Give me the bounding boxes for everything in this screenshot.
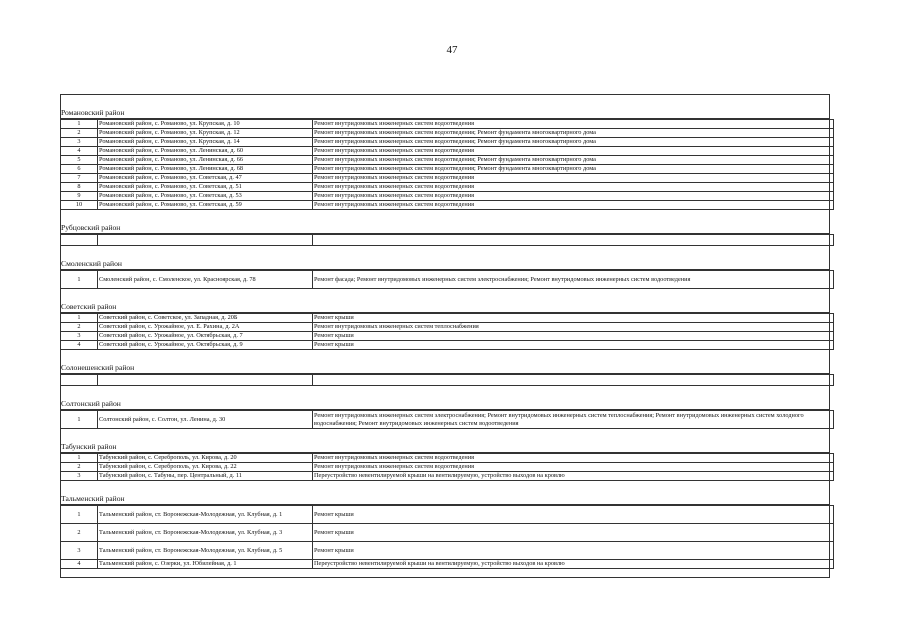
address-cell: Советский район, с. Советское, ул. Западная, д. 20Б <box>98 314 313 323</box>
repair-work-cell: Переустройство невентилируемой крыши на вентилируемую, устройство выходов на кровлю <box>313 472 834 481</box>
repair-work-cell: Ремонт крыши <box>313 341 834 350</box>
repair-work-cell: Ремонт внутридомовых инженерных систем водоотведения <box>313 147 834 156</box>
section-spacer <box>60 429 830 442</box>
section-spacer <box>60 350 830 363</box>
table-row <box>61 156 834 165</box>
table-row <box>61 472 834 481</box>
address-cell: Советский район, с. Урожайное, ул. Е. Рахина, д. 2А <box>98 323 313 332</box>
repair-work-cell: Ремонт крыши <box>313 314 834 323</box>
district-table <box>60 270 834 289</box>
district-table <box>60 234 834 246</box>
repair-work-cell: Ремонт внутридомовых инженерных систем водоотведения; Ремонт фундамента многоквартирного дома <box>313 129 834 138</box>
empty-cell <box>61 235 98 246</box>
address-cell: Тальменский район, ст. Воронежская-Молодежная, ул. Клубная, д. 5 <box>98 542 313 560</box>
table-row <box>61 129 834 138</box>
district-title: Солонешенский район <box>60 363 830 374</box>
row-number-cell: 8 <box>61 183 98 192</box>
address-cell: Романовский район, с. Романово, ул. Советская, д. 59 <box>98 201 313 210</box>
row-number-cell: 4 <box>61 560 98 569</box>
section-spacer <box>60 386 830 399</box>
row-number-cell: 1 <box>61 411 98 429</box>
section-spacer <box>60 210 830 223</box>
repair-work-cell: Ремонт внутридомовых инженерных систем электроснабжения; Ремонт внутридомовых инженерных систем теплоснабжения; Ремонт внутридомовых инженерных систем холодного водоснабжения; Ремонт внутридомовых инженерных систем водоотведения <box>313 411 834 429</box>
district-table <box>60 453 834 481</box>
repair-work-cell: Ремонт внутридомовых инженерных систем водоотведения <box>313 192 834 201</box>
table-row <box>61 506 834 524</box>
row-number-cell: 6 <box>61 165 98 174</box>
address-cell: Романовский район, с. Романово, ул. Крупская, д. 14 <box>98 138 313 147</box>
district-repair-list <box>60 108 830 569</box>
row-number-cell: 9 <box>61 192 98 201</box>
repair-work-cell: Ремонт фасада; Ремонт внутридомовых инженерных систем электроснабжения; Ремонт внутридомовых инженерных систем водоотведения <box>313 271 834 289</box>
table-row <box>61 524 834 542</box>
table-row <box>61 411 834 429</box>
address-cell: Тальменский район, ст. Воронежская-Молодежная, ул. Клубная, д. 3 <box>98 524 313 542</box>
row-number-cell: 2 <box>61 129 98 138</box>
table-row <box>61 332 834 341</box>
address-cell: Советский район, с. Урожайное, ул. Октябрьская, д. 9 <box>98 341 313 350</box>
repair-work-cell: Ремонт крыши <box>313 332 834 341</box>
empty-table-row <box>61 235 834 246</box>
address-cell: Романовский район, с. Романово, ул. Советская, д. 53 <box>98 192 313 201</box>
row-number-cell: 2 <box>61 524 98 542</box>
table-row <box>61 323 834 332</box>
address-cell: Романовский район, с. Романово, ул. Советская, д. 51 <box>98 183 313 192</box>
table-row <box>61 463 834 472</box>
table-row <box>61 542 834 560</box>
address-cell: Солтонский район, с. Солтон, ул. Ленина, д. 30 <box>98 411 313 429</box>
district-title: Солтонский район <box>60 399 830 410</box>
row-number-cell: 4 <box>61 147 98 156</box>
table-row <box>61 560 834 569</box>
row-number-cell: 7 <box>61 174 98 183</box>
repair-work-cell: Переустройство невентилируемой крыши на вентилируемую, устройство выходов на кровлю <box>313 560 834 569</box>
address-cell: Романовский район, с. Романово, ул. Ленинская, д. 66 <box>98 156 313 165</box>
address-cell: Табунский район, с. Табуны, пер. Центральный, д. 11 <box>98 472 313 481</box>
table-row <box>61 165 834 174</box>
table-row <box>61 271 834 289</box>
table-row <box>61 192 834 201</box>
district-table <box>60 374 834 386</box>
district-title: Табунский район <box>60 442 830 453</box>
address-cell: Тальменский район, ст. Воронежская-Молодежная, ул. Клубная, д. 1 <box>98 506 313 524</box>
row-number-cell: 1 <box>61 506 98 524</box>
table-row <box>61 341 834 350</box>
address-cell: Советский район, с. Урожайное, ул. Октябрьская, д. 7 <box>98 332 313 341</box>
district-table <box>60 119 834 210</box>
empty-cell <box>313 235 834 246</box>
address-cell: Табунский район, с. Сереброполь, ул. Кирова, д. 20 <box>98 454 313 463</box>
district-title: Тальменский район <box>60 494 830 505</box>
row-number-cell: 1 <box>61 271 98 289</box>
row-number-cell: 1 <box>61 120 98 129</box>
district-title: Смоленский район <box>60 259 830 270</box>
address-cell: Смоленский район, с. Смоленское, ул. Красноярская, д. 78 <box>98 271 313 289</box>
address-cell: Табунский район, с. Сереброполь, ул. Кирова, д. 22 <box>98 463 313 472</box>
repair-work-cell: Ремонт крыши <box>313 542 834 560</box>
address-cell: Романовский район, с. Романово, ул. Ленинская, д. 68 <box>98 165 313 174</box>
address-cell: Романовский район, с. Романово, ул. Крупская, д. 10 <box>98 120 313 129</box>
row-number-cell: 2 <box>61 463 98 472</box>
row-number-cell: 5 <box>61 156 98 165</box>
table-row <box>61 138 834 147</box>
table-row <box>61 147 834 156</box>
empty-cell <box>98 375 313 386</box>
repair-work-cell: Ремонт внутридомовых инженерных систем водоотведения <box>313 183 834 192</box>
empty-cell <box>313 375 834 386</box>
repair-work-cell: Ремонт внутридомовых инженерных систем водоотведения; Ремонт фундамента многоквартирного дома <box>313 156 834 165</box>
address-cell: Романовский район, с. Романово, ул. Крупская, д. 12 <box>98 129 313 138</box>
table-row <box>61 314 834 323</box>
row-number-cell: 3 <box>61 332 98 341</box>
table-row <box>61 174 834 183</box>
repair-work-cell: Ремонт внутридомовых инженерных систем водоотведения <box>313 463 834 472</box>
district-title: Романовский район <box>60 108 830 119</box>
address-cell: Романовский район, с. Романово, ул. Ленинская, д. 60 <box>98 147 313 156</box>
district-table <box>60 505 834 569</box>
row-number-cell: 1 <box>61 314 98 323</box>
table-row <box>61 201 834 210</box>
district-table <box>60 410 834 429</box>
row-number-cell: 2 <box>61 323 98 332</box>
section-spacer <box>60 289 830 302</box>
repair-work-cell: Ремонт внутридомовых инженерных систем водоотведения <box>313 174 834 183</box>
page-number: 47 <box>446 44 458 56</box>
repair-work-cell: Ремонт внутридомовых инженерных систем теплоснабжения <box>313 323 834 332</box>
repair-work-cell: Ремонт внутридомовых инженерных систем водоотведения; Ремонт фундамента многоквартирного дома <box>313 138 834 147</box>
empty-table-row <box>61 375 834 386</box>
repair-work-cell: Ремонт внутридомовых инженерных систем водоотведения <box>313 201 834 210</box>
empty-cell <box>98 235 313 246</box>
table-row <box>61 183 834 192</box>
address-cell: Тальменский район, с. Озерки, ул. Юбилейная, д. 1 <box>98 560 313 569</box>
section-spacer <box>60 246 830 259</box>
repair-work-cell: Ремонт внутридомовых инженерных систем водоотведения <box>313 454 834 463</box>
table-row <box>61 454 834 463</box>
repair-work-cell: Ремонт внутридомовых инженерных систем водоотведения <box>313 120 834 129</box>
row-number-cell: 3 <box>61 472 98 481</box>
district-title: Рубцовский район <box>60 223 830 234</box>
section-spacer <box>60 481 830 494</box>
empty-cell <box>61 375 98 386</box>
row-number-cell: 10 <box>61 201 98 210</box>
table-row <box>61 120 834 129</box>
address-cell: Романовский район, с. Романово, ул. Советская, д. 47 <box>98 174 313 183</box>
repair-work-cell: Ремонт внутридомовых инженерных систем водоотведения; Ремонт фундамента многоквартирного дома <box>313 165 834 174</box>
row-number-cell: 4 <box>61 341 98 350</box>
row-number-cell: 3 <box>61 138 98 147</box>
district-table <box>60 313 834 350</box>
row-number-cell: 1 <box>61 454 98 463</box>
repair-work-cell: Ремонт крыши <box>313 524 834 542</box>
repair-work-cell: Ремонт крыши <box>313 506 834 524</box>
district-title: Советский район <box>60 302 830 313</box>
row-number-cell: 3 <box>61 542 98 560</box>
